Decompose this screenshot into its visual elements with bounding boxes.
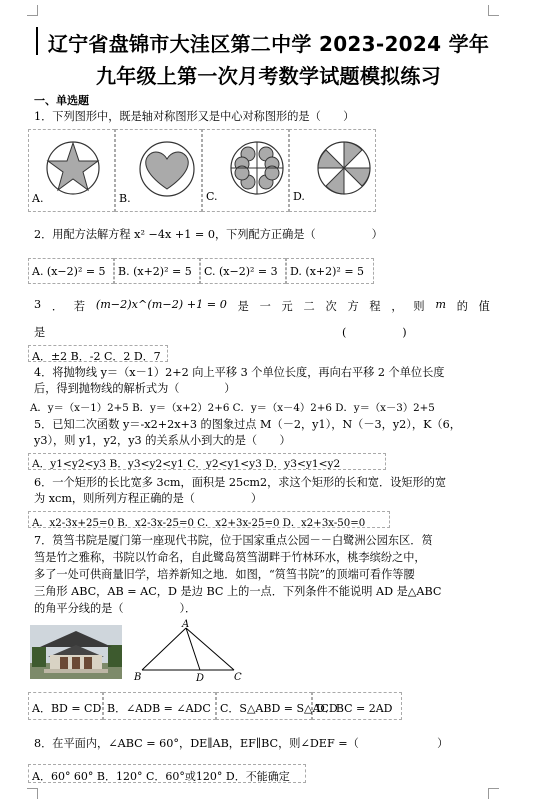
pinwheel-figure xyxy=(316,140,372,196)
q7-line-4: 三角形 ABC，AB = AC，D 是边 BC 上的一点．下列条件不能说明 AD 是△ABC xyxy=(34,585,442,598)
four-hearts-figure xyxy=(229,140,285,196)
q1-option-d-label: D. xyxy=(293,190,305,203)
q5-options[interactable]: A．y1<y2<y3 B．y3<y2<y1 C．y2<y1<y3 D．y3<y1<y2 xyxy=(28,453,386,470)
q1-option-a[interactable] xyxy=(28,129,115,212)
title-line-2: 九年级上第一次月考数学试题模拟练习 xyxy=(95,64,442,88)
q3-line-2: 是 xyxy=(34,326,46,339)
crop-mark-top-right xyxy=(488,5,499,16)
q3-answer-paren: ( ) xyxy=(342,326,407,339)
q5-line-1: 5．已知二次函数 y＝-x2+2x+3 的图象过点 M（－2，y1），N（－3，y2），K（6， xyxy=(34,418,461,431)
academy-building-photo xyxy=(30,625,122,679)
q6-line-1: 6．一个矩形的长比宽多 3cm，面积是 25cm2，求这个矩形的长和宽．设矩形的宽 xyxy=(34,476,447,489)
q3-stem: 3 ． 若 (m−2)x^(m−2) +1 = 0 是 一 元 二 次 方 程 ， 则 m 的 值 xyxy=(34,298,490,313)
isosceles-triangle-figure xyxy=(128,618,248,684)
triangle-label-a: A xyxy=(182,619,190,630)
q2-stem: 2．用配方法解方程 x² −4x +1 = 0，下列配方正确是（ ） xyxy=(34,228,383,241)
q1-option-d[interactable] xyxy=(289,129,376,212)
q6-line-2: 为 xcm，则所列方程正确的是（ ） xyxy=(34,492,263,505)
crop-mark-bottom-left xyxy=(27,788,38,799)
q2-option-a[interactable]: A. (x−2)² = 5 xyxy=(28,258,114,284)
q7-option-d[interactable]: D．BC = 2AD xyxy=(312,692,402,720)
q4-line-2: 后，得到抛物线的解析式为（ ） xyxy=(34,382,236,395)
heart-in-circle-figure xyxy=(138,140,196,198)
q7-line-3: 多了一处可供商量旧学，培养新知之地．如图，“筼筜书院”的顶端可看作等腰 xyxy=(34,568,415,581)
q1-stem: 1．下列图形中，既是轴对称图形又是中心对称图形的是（ ） xyxy=(34,110,355,123)
triangle-label-d: D xyxy=(196,673,205,684)
q1-option-b[interactable] xyxy=(115,129,202,212)
triangle-label-b: B xyxy=(134,672,142,683)
crop-mark-top-left xyxy=(27,5,38,16)
q2-option-c[interactable]: C. (x−2)² = 3 xyxy=(200,258,286,284)
q4-line-1: 4．将抛物线 y＝（x－1）2+2 向上平移 3 个单位长度，再向右平移 2 个单位长度 xyxy=(34,366,445,379)
q5-line-2: y3），则 y1，y2，y3 的关系从小到大的是（ ） xyxy=(34,434,291,447)
q1-option-c[interactable] xyxy=(202,129,289,212)
q7-option-b[interactable]: B．∠ADB = ∠ADC xyxy=(103,692,216,720)
q8-options[interactable]: A．60° 60° B．120° C．60°或120° D．不能确定 xyxy=(28,764,306,783)
q2-option-b[interactable]: B. (x+2)² = 5 xyxy=(114,258,200,284)
q1-option-c-label: C. xyxy=(206,190,218,203)
title-line-1: 辽宁省盘锦市大洼区第二中学 2023-2024 学年 xyxy=(47,32,490,56)
q7-line-2: 筜是竹之雅称，书院以竹命名，自此鹭岛筼筜湖畔于竹林环水，桃李缤纷之中， xyxy=(34,551,426,564)
q1-option-b-label: B. xyxy=(119,192,131,205)
q7-option-c[interactable]: C．S△ABD = S△ACD xyxy=(216,692,312,720)
section-heading: 一、单选题 xyxy=(34,94,89,107)
triangle-label-c: C xyxy=(234,672,242,683)
q7-option-a[interactable]: A．BD = CD xyxy=(28,692,103,720)
q6-options[interactable]: A．x2-3x+25=0 B．x2-3x-25=0 C．x2+3x-25=0 D．x2+3x-50=0 xyxy=(28,511,390,528)
q3-options[interactable]: A．±2 B．-2 C．2 D．7 xyxy=(28,345,168,362)
q7-line-1: 7．筼筜书院是厦门第一座现代书院，位于国家重点公园－－白鹭洲公园东区．筼 xyxy=(34,534,433,547)
q4-options[interactable]: A．y＝（x－1）2+5 B．y＝（x+2）2+6 C．y＝（x－4）2+6 D．y＝（x－3）2+5 xyxy=(30,402,435,414)
q8-stem: 8．在平面内，∠ABC = 60°，DE∥AB，EF∥BC，则∠DEF =（ ） xyxy=(34,737,449,750)
q7-line-5: 的角平分线的是（ ）． xyxy=(34,602,197,615)
star-in-circle-figure xyxy=(45,140,101,196)
q1-option-a-label: A. xyxy=(32,192,44,205)
crop-mark-bottom-right xyxy=(488,788,499,799)
q2-option-d[interactable]: D. (x+2)² = 5 xyxy=(286,258,374,284)
